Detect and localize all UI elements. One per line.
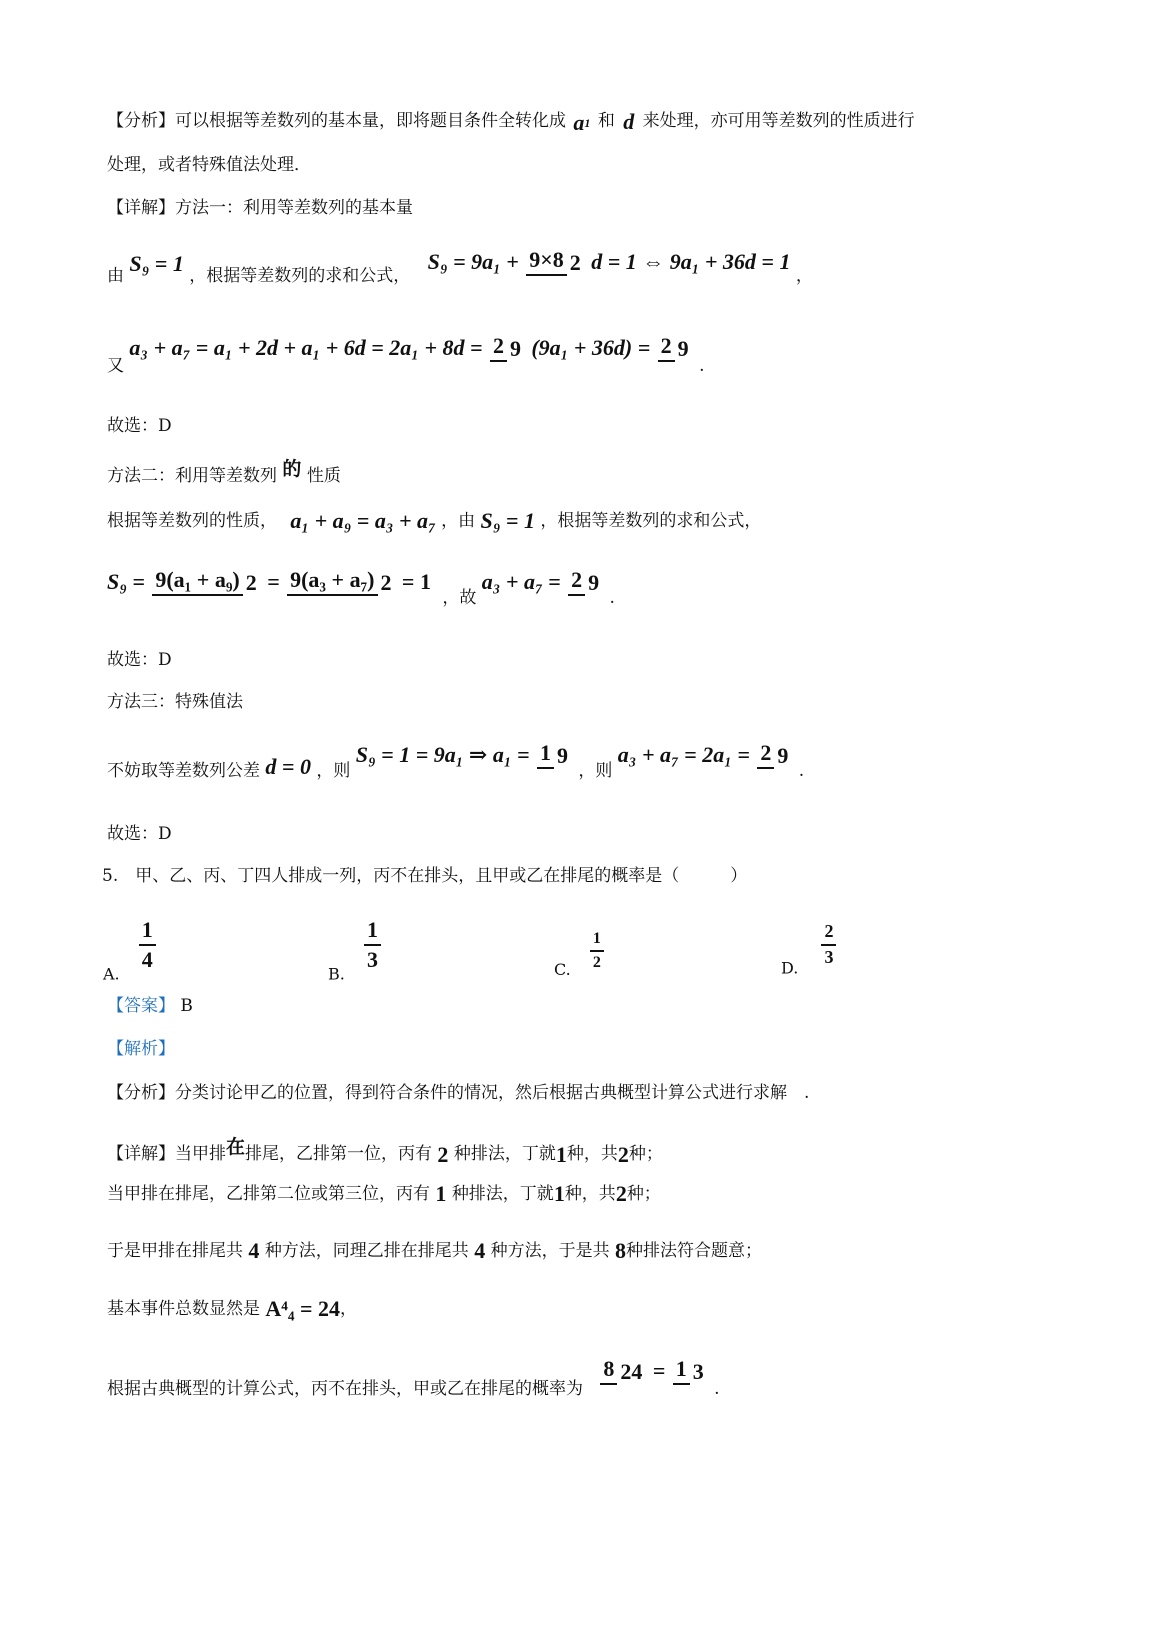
option-c-fraction: $\frac{1}{2}$ [590,930,604,971]
answer-value: B [180,996,193,1016]
math-a3a7-eq: a₃ + a₇ = [481,569,561,595]
math-s9-formula-tail: d = 1 ⇔ 9a₁ + 36d = 1 [591,249,791,275]
frac-2-over-9-d: 2 9 [757,741,791,769]
detail-method1-heading: 【详解】方法一：利用等差数列的基本量 [107,198,413,218]
frac-2-over-9-b: 2 9 [658,334,692,362]
q5-detail-line-2: 当甲排在排尾，乙排第二位或第三位，丙有 1 种排法，丁就1种，共2种； [107,1181,661,1206]
math-a1: a1 [573,109,591,135]
q5-detail-line-3: 于是甲排在排尾共 4 种方法，同理乙排在排尾共 4 种方法，于是共 8种排法符合题意； [107,1238,763,1263]
q5-detail-line-5: 根据古典概型的计算公式，丙不在排头，甲或乙在排尾的概率为 8 24 = 1 3 . [107,1356,720,1399]
answer-label: 【答案】 [107,996,175,1016]
option-a: A. $\frac{1}{4}$ [103,918,158,984]
option-d: D. $\frac{2}{3}$ [781,922,838,977]
method2-sum-line: S₉ = 9(a₁ + a₉) 2 = 9(a₃ + a₇) 2 = 1 ，故 a₃ + a₇ = 2 9 . [107,567,615,608]
frac-1-over-3: 1 3 [673,1357,707,1385]
math-a44: A⁴₄ = 24 [265,1296,341,1321]
frac-2-over-9-c: 2 9 [568,568,602,596]
q5-analysis: 【分析】分类讨论甲乙的位置，得到符合条件的情况，然后根据古典概型计算公式进行求解 . [107,1083,810,1103]
frac-9-a1-a9: 9(a₁ + a₉) 2 [152,568,259,596]
choice-line-3: 故选：D [107,824,172,844]
math-d-zero: d = 0 [265,753,311,779]
method3-heading: 方法三：特殊值法 [107,692,243,712]
frac-1-over-9: 1 9 [537,741,571,769]
math-a3a7-mid: (9a₁ + 36d) = [531,335,651,361]
method3-special-line: 不妨取等差数列公差 d = 0 ，则 S₉ = 1 = 9a₁ ⇒ a₁ = 1 9 ，则 a₃ + a₇ = 2a₁ = 2 9 . [107,740,805,781]
analysis-line-2: 处理，或者特殊值法处理． [107,155,311,175]
math-s9-formula: S₉ = 9a₁ + [427,249,519,275]
analysis-line-1: 【分析】可以根据等差数列的基本量，即将题目条件全转化成 a1 和 d 来处理，亦可用等差数列的性质进行 [107,108,915,135]
math-s9-special: S₉ = 1 = 9a₁ ⇒ a₁ = [355,742,530,768]
math-d: d [623,108,635,134]
method1-sum-line: 由 S₉ = 1 ，根据等差数列的求和公式， S₉ = 9a₁ + 9×8 2 d = 1 ⇔ 9a₁ + 36d = 1 ， [107,247,813,286]
frac-8-over-24: 8 24 [600,1357,645,1385]
math-eq-1: = 1 [401,569,431,595]
q5-detail-line-1: 【详解】当甲排在排尾，乙排第一位，丙有 2 种排法，丁就1种，共2种； [107,1136,663,1167]
option-a-fraction: $\frac{1}{4}$ [139,918,156,972]
option-c: C. $\frac{1}{2}$ [554,930,606,979]
option-d-fraction: $\frac{2}{3}$ [821,922,836,968]
question-5: 5. 甲、乙、丙、丁四人排成一列，丙不在排头，且甲或乙在排尾的概率是（ ） [102,866,748,886]
option-b-fraction: $\frac{1}{3}$ [364,918,381,972]
math-property: a₁ + a₉ = a₃ + a₇ [290,508,436,533]
method1-a3a7-line: 又 a₃ + a₇ = a₁ + 2d + a₁ + 6d = 2a₁ + 8d = 2 9 (9a₁ + 36d) = 2 9 . [107,333,705,376]
method2-heading: 方法二：利用等差数列 的 性质 [107,458,341,486]
jiexi-heading: 【解析】 [107,1039,175,1059]
math-s9-eq-2: S₉ = 1 [480,508,535,533]
frac-9x8-over-2: 9×8 2 [526,248,584,276]
choice-line-2: 故选：D [107,650,172,670]
math-s9-lhs: S₉ = [107,569,145,595]
math-a3a7-special: a₃ + a₇ = 2a₁ = [617,742,750,768]
math-s9-eq: S₉ = 1 [129,250,184,276]
option-b: B. $\frac{1}{3}$ [328,918,383,984]
frac-2-over-9-a: 2 9 [490,334,524,362]
frac-9-a3-a7: 9(a₃ + a₇) 2 [287,568,394,596]
math-a3a7-expansion: a₃ + a₇ = a₁ + 2d + a₁ + 6d = 2a₁ + 8d = [129,335,483,361]
method2-property-line: 根据等差数列的性质， a₁ + a₉ = a₃ + a₇ ，由 S₉ = 1 ，根据等差数列的求和公式， [107,508,762,533]
answer-line [107,998,193,1015]
q5-detail-line-4: 基本事件总数显然是 A⁴₄ = 24， [107,1296,358,1321]
choice-line-1: 故选：D [107,416,172,436]
